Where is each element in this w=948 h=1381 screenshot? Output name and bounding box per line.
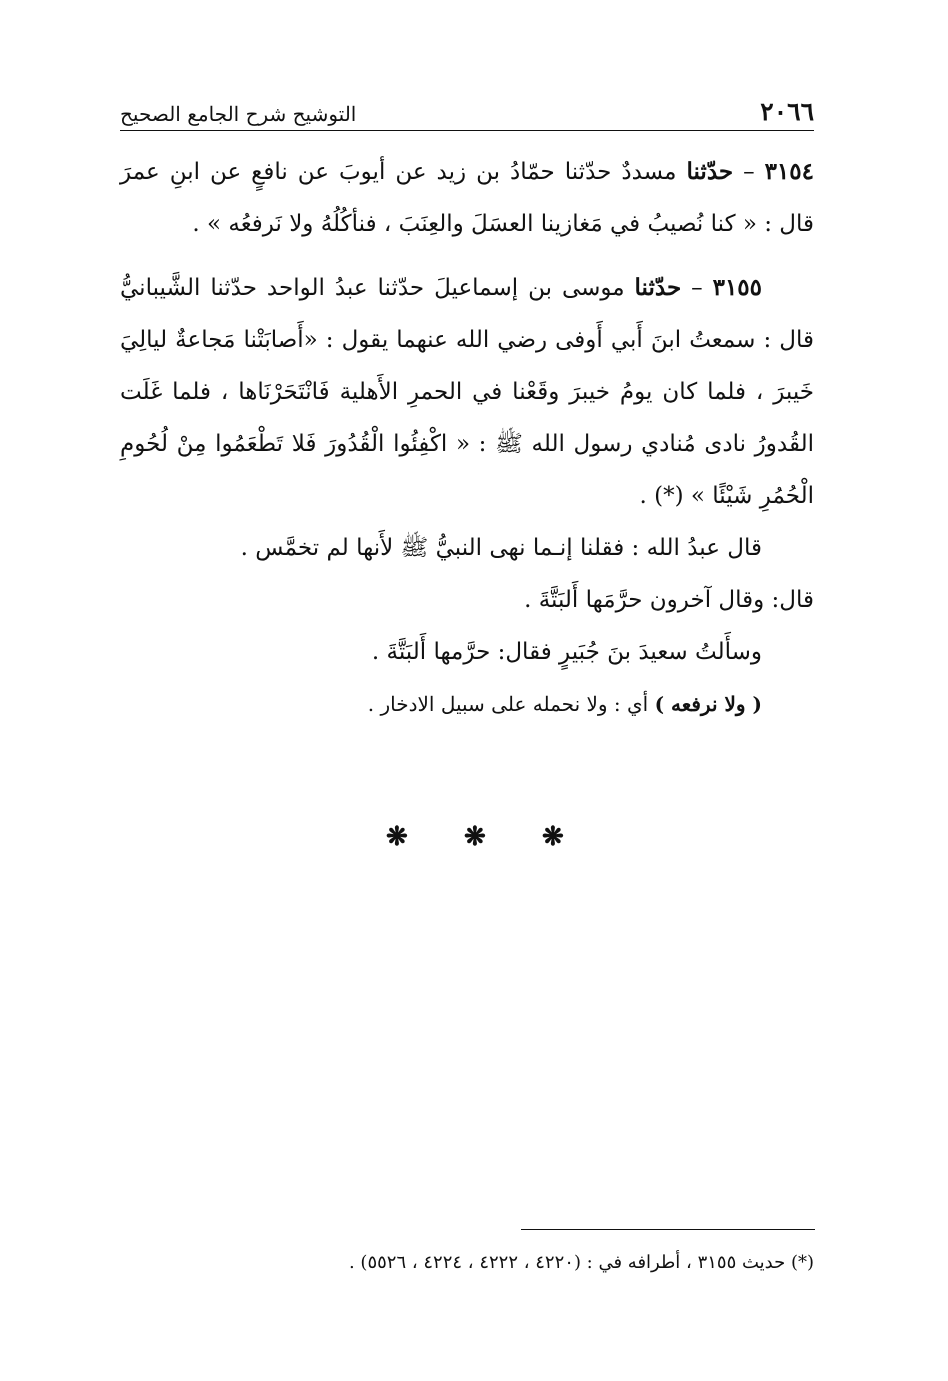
running-header <box>120 92 814 131</box>
haddathana-word: حدّثنا <box>634 274 682 301</box>
section-separator <box>0 822 948 852</box>
commentary-paragraph: وسأَلتُ سعيدَ بنَ جُبَيرٍ فقال: حرَّمها أَلبَتَّةَ . <box>371 639 762 665</box>
haddathana-word: حدّثنا <box>686 158 734 185</box>
hadith-text: موسى بن إسماعيلَ حدّثنا عبدُ الواحد حدّثنا الشَّيبانيُّ قال : سمعتُ ابنَ أَبي أَوفى رضي الله عنهما يقول : «أَصابَتْنا مَجاعةٌ ليالِيَ خَيبرَ ، فلما كان يومُ خيبرَ وقَعْنا في الحمرِ الأَهلية فَانْتَحَرْنَاها ، فلما غَلَت القُدورُ نادى مُنادي رسول الله ﷺ : « اكْفِئُوا الْقُدُورَ فَلا تَطْعَمُوا مِنْ لُحُومِ الْحُمُرِ شَيْئًا » (*) . <box>120 275 814 509</box>
footnote-divider <box>521 1229 815 1230</box>
page-number: ٢٠٦٦ <box>760 97 814 126</box>
hadith-dash: – <box>733 159 765 185</box>
hadith-number: ٣١٥٤ <box>764 158 814 185</box>
asterism-star-icon: ❋ <box>386 822 408 852</box>
hadith-3155 <box>120 262 814 522</box>
commentary-paragraph: قال عبدُ الله : فقلنا إنـما نهى النبيُّ ﷺ لأَنها لم تخمَّس . <box>240 535 762 561</box>
hadith-number: ٣١٥٥ <box>712 274 763 301</box>
commentary-paragraph: قال: وقال آخرون حرَّمَها أَلبَتَّةَ . <box>524 587 814 613</box>
body-text <box>120 146 814 730</box>
asterism-star-icon: ❋ <box>542 822 564 852</box>
footnote: (*) حديث ٣١٥٥ ، أطرافه في : (٤٢٢٠ ، ٤٢٢٢ ، ٤٢٢٤ ، ٥٥٢٦) . <box>348 1252 814 1273</box>
note-text: أي : ولا نحمله على سبيل الادخار . <box>367 692 655 716</box>
explanatory-note <box>120 678 814 730</box>
hadith-dash: – <box>681 275 713 301</box>
hadith-3154 <box>120 146 814 250</box>
asterism-star-icon: ❋ <box>464 822 486 852</box>
hadith-text: مسددٌ حدّثنا حمّادُ بن زيد عن أيوبَ عن نافعٍ عن ابنِ عمرَ قال : « كنا نُصيبُ في مَغازينا العسَلَ والعِنَبَ ، فنأكُلُهُ ولا نَرفعُه » . <box>120 159 814 237</box>
note-term: ( ولا نرفعه ) <box>654 692 762 716</box>
book-title: التوشيح شرح الجامع الصحيح <box>120 102 357 126</box>
